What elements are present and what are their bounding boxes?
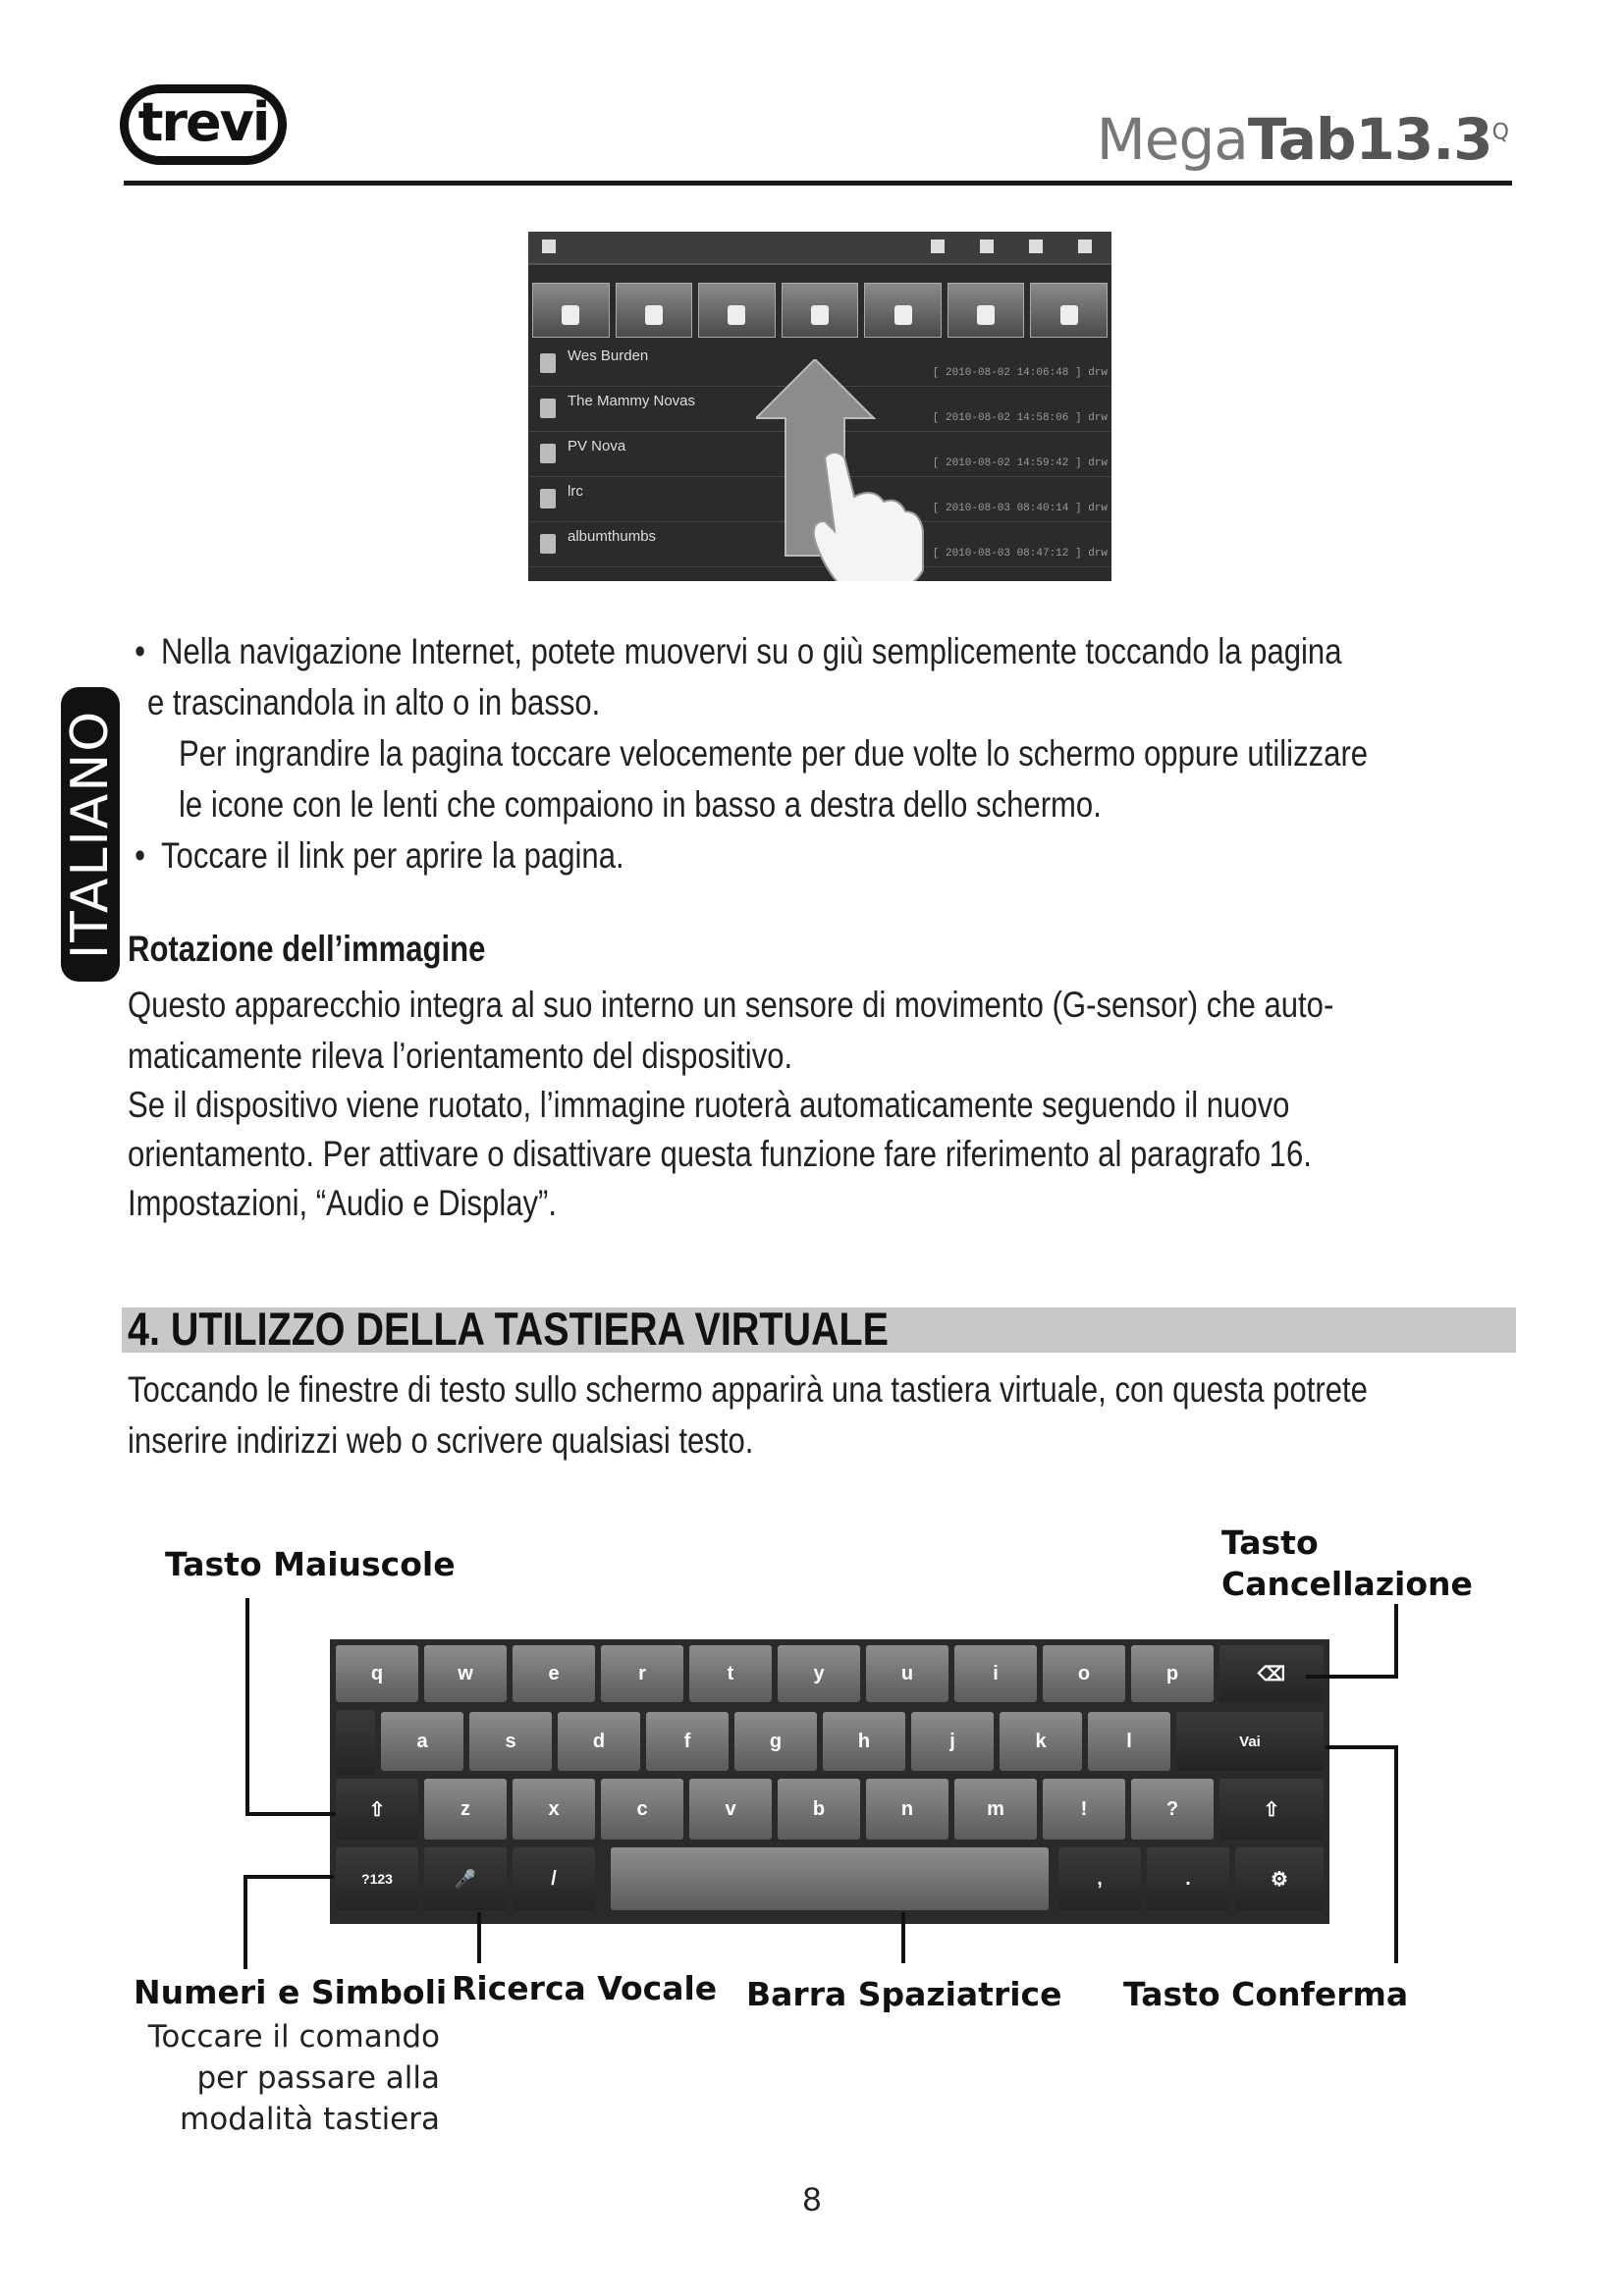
key-f[interactable]: f bbox=[646, 1712, 729, 1771]
key-x[interactable]: x bbox=[513, 1779, 595, 1840]
backspace-key[interactable]: ⌫ bbox=[1219, 1645, 1324, 1702]
paragraph-line: orientamento. Per attivare o disattivare questa funzione fare riferimento al paragrafo 16. bbox=[128, 1134, 1312, 1174]
folder-icon bbox=[540, 444, 556, 463]
key-h[interactable]: h bbox=[823, 1712, 905, 1771]
toolbar-button bbox=[782, 283, 859, 338]
paragraph-line: Se il dispositivo viene ruotato, l’immagine ruoterà automaticamente seguendo il nuovo bbox=[128, 1085, 1290, 1125]
row2-spacer bbox=[336, 1710, 375, 1775]
rotation-heading: Rotazione dell’immagine bbox=[128, 929, 486, 969]
file-name: Wes Burden bbox=[568, 347, 649, 364]
callout-line-confirm bbox=[1394, 1745, 1398, 1963]
label-delete-key-l2: Cancellazione bbox=[1221, 1565, 1473, 1603]
header-rule bbox=[124, 181, 1512, 186]
home-icon bbox=[542, 240, 556, 253]
toolbar-button bbox=[532, 283, 610, 338]
key-z[interactable]: z bbox=[424, 1779, 507, 1840]
numbers-description-l2: per passare alla bbox=[196, 2060, 440, 2096]
paragraph-line: maticamente rileva l’orientamento del dispositivo. bbox=[128, 1036, 793, 1076]
file-date: [ 2010-08-02 14:58:06 ] drw bbox=[932, 412, 1108, 424]
volume-down-icon bbox=[931, 240, 945, 253]
bullet-text: Per ingrandire la pagina toccare velocemente per due volte lo schermo oppure utilizzare bbox=[179, 733, 1369, 774]
settings-icon[interactable]: ⚙ bbox=[1235, 1847, 1324, 1910]
key-exclamation[interactable]: ! bbox=[1043, 1779, 1125, 1840]
callout-line-shift-h bbox=[245, 1812, 336, 1816]
label-numbers-symbols: Numeri e Simboli bbox=[134, 1973, 448, 2011]
bullet-text: • Nella navigazione Internet, potete muovervi su o giù semplicemente toccando la pagina bbox=[161, 626, 1341, 676]
toolbar-button bbox=[864, 283, 942, 338]
language-side-tab: ITALIANO bbox=[61, 687, 120, 982]
key-v[interactable]: v bbox=[689, 1779, 772, 1840]
key-s[interactable]: s bbox=[469, 1712, 552, 1771]
trevi-logo: trevi bbox=[120, 84, 287, 165]
key-m[interactable]: m bbox=[954, 1779, 1037, 1840]
numbers-description-l3: modalità tastiera bbox=[180, 2102, 440, 2137]
bullet-text: le icone con le lenti che compaiono in basso a destra dello schermo. bbox=[179, 784, 1102, 825]
key-r[interactable]: r bbox=[601, 1645, 683, 1702]
paragraph-line: Questo apparecchio integra al suo interno un sensore di movimento (G-sensor) che auto- bbox=[128, 985, 1334, 1025]
key-p[interactable]: p bbox=[1131, 1645, 1214, 1702]
volume-up-icon bbox=[980, 240, 994, 253]
section-title: 4. UTILIZZO DELLA TASTIERA VIRTUALE bbox=[128, 1303, 889, 1355]
folder-icon bbox=[540, 534, 556, 554]
key-o[interactable]: o bbox=[1043, 1645, 1125, 1702]
key-k[interactable]: k bbox=[1000, 1712, 1082, 1771]
label-space-bar: Barra Spaziatrice bbox=[746, 1975, 1062, 2013]
callout-line-numbers-h bbox=[244, 1875, 334, 1879]
file-browser-screenshot bbox=[528, 232, 1111, 581]
label-confirm-key: Tasto Conferma bbox=[1123, 1975, 1409, 2013]
label-shift-key: Tasto Maiuscole bbox=[165, 1545, 456, 1583]
key-u[interactable]: u bbox=[866, 1645, 948, 1702]
callout-line-delete bbox=[1394, 1604, 1398, 1679]
swipe-gesture-icon bbox=[756, 359, 952, 581]
enter-key[interactable]: Vai bbox=[1176, 1712, 1324, 1771]
shift-key-left[interactable]: ⇧ bbox=[336, 1779, 418, 1840]
key-slash[interactable]: / bbox=[513, 1847, 595, 1910]
symbols-key[interactable]: ?123 bbox=[336, 1847, 418, 1910]
page-number: 8 bbox=[802, 2181, 822, 2218]
menu-icon bbox=[1078, 240, 1092, 253]
file-name: PV Nova bbox=[568, 438, 626, 454]
file-date: [ 2010-08-03 08:47:12 ] drw bbox=[932, 548, 1108, 560]
key-w[interactable]: w bbox=[424, 1645, 507, 1702]
key-a[interactable]: a bbox=[381, 1712, 463, 1771]
key-l[interactable]: l bbox=[1088, 1712, 1170, 1771]
file-toolbar bbox=[532, 283, 1108, 338]
status-bar bbox=[528, 232, 1111, 265]
callout-line-space bbox=[901, 1912, 905, 1963]
folder-icon bbox=[540, 353, 556, 373]
callout-line-numbers bbox=[244, 1875, 247, 1969]
file-name: The Mammy Novas bbox=[568, 393, 696, 409]
toolbar-button bbox=[698, 283, 776, 338]
label-voice-search: Ricerca Vocale bbox=[452, 1969, 718, 2007]
key-comma[interactable]: , bbox=[1058, 1847, 1141, 1910]
key-n[interactable]: n bbox=[866, 1779, 948, 1840]
bullet-text: e trascinandola in alto o in basso. bbox=[147, 682, 601, 722]
file-date: [ 2010-08-02 14:06:48 ] drw bbox=[932, 367, 1108, 379]
key-c[interactable]: c bbox=[601, 1779, 683, 1840]
folder-icon bbox=[540, 489, 556, 508]
folder-icon bbox=[540, 399, 556, 418]
callout-line-confirm-h bbox=[1326, 1745, 1398, 1749]
back-icon bbox=[1029, 240, 1043, 253]
paragraph-line: Toccando le finestre di testo sullo schermo apparirà una tastiera virtuale, con questa potrete bbox=[128, 1369, 1368, 1410]
key-question[interactable]: ? bbox=[1131, 1779, 1214, 1840]
paragraph-line: inserire indirizzi web o scrivere qualsiasi testo. bbox=[128, 1420, 754, 1461]
callout-line-shift bbox=[245, 1598, 249, 1816]
space-bar[interactable] bbox=[611, 1847, 1049, 1910]
key-e[interactable]: e bbox=[513, 1645, 595, 1702]
toolbar-button bbox=[1030, 283, 1108, 338]
shift-key-right[interactable]: ⇧ bbox=[1219, 1779, 1324, 1840]
key-d[interactable]: d bbox=[558, 1712, 640, 1771]
bullet-text: • Toccare il link per aprire la pagina. bbox=[161, 830, 624, 881]
key-q[interactable]: q bbox=[336, 1645, 418, 1702]
toolbar-button bbox=[616, 283, 693, 338]
key-y[interactable]: y bbox=[778, 1645, 860, 1702]
key-j[interactable]: j bbox=[911, 1712, 994, 1771]
key-i[interactable]: i bbox=[954, 1645, 1037, 1702]
product-brand: $MegaTab13.3^Q$ bbox=[1096, 106, 1508, 173]
file-date: [ 2010-08-03 08:40:14 ] drw bbox=[932, 503, 1108, 514]
file-name: lrc bbox=[568, 483, 583, 500]
paragraph-line: Impostazioni, “Audio e Display”. bbox=[128, 1183, 558, 1223]
label-delete-key-l1: Tasto bbox=[1221, 1523, 1319, 1562]
mic-icon[interactable]: 🎤 bbox=[424, 1847, 507, 1910]
key-t[interactable]: t bbox=[689, 1645, 772, 1702]
callout-line-voice bbox=[477, 1912, 481, 1963]
callout-line-delete-h bbox=[1306, 1675, 1398, 1679]
key-period[interactable]: . bbox=[1147, 1847, 1229, 1910]
key-g[interactable]: g bbox=[734, 1712, 817, 1771]
virtual-keyboard bbox=[330, 1639, 1329, 1924]
file-date: [ 2010-08-02 14:59:42 ] drw bbox=[932, 457, 1108, 469]
numbers-description-l1: Toccare il comando bbox=[147, 2019, 440, 2055]
key-b[interactable]: b bbox=[778, 1779, 860, 1840]
file-name: albumthumbs bbox=[568, 528, 657, 545]
toolbar-button bbox=[947, 283, 1025, 338]
